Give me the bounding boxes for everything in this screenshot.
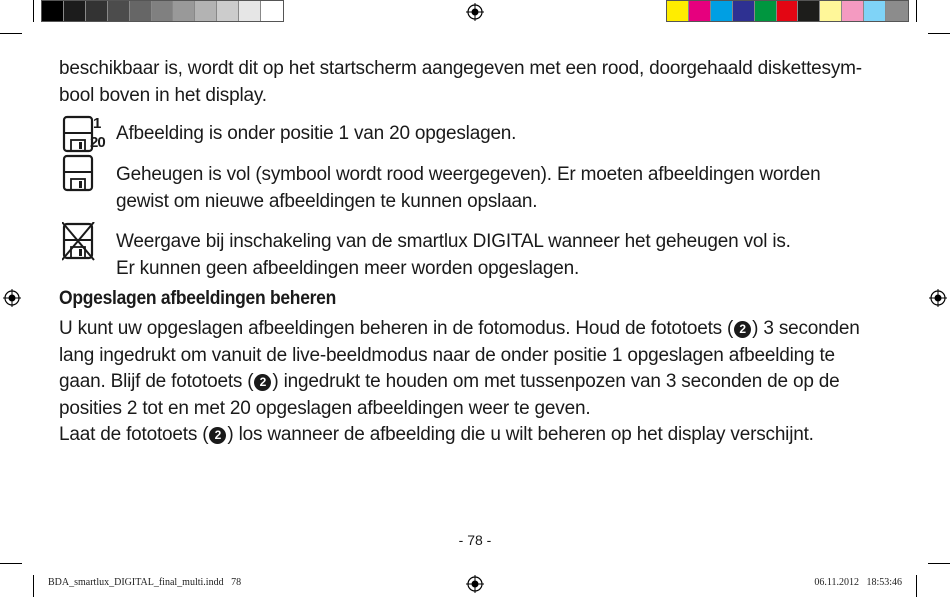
photo-key-number-icon: 2: [254, 374, 271, 391]
crop-mark: [916, 0, 917, 22]
body-text: ) ingedrukt te houden om met tussenpozen van 3 seconden de op de: [272, 371, 840, 393]
registration-mark-icon: [3, 289, 21, 307]
photo-key-number-icon: 2: [209, 427, 226, 444]
color-swatch: [798, 1, 820, 21]
color-swatch: [820, 1, 842, 21]
intro-line: bool boven in het display.: [59, 84, 267, 106]
color-swatch: [842, 1, 864, 21]
icon-item-text: Weergave bij inschakeling van de smartlux DIGITAL wanneer het geheugen vol is.: [116, 231, 791, 252]
footer-file-info: BDA_smartlux_DIGITAL_final_multi.indd 78: [48, 577, 242, 588]
color-swatch: [108, 1, 130, 21]
body-text: gaan. Blijf de fototoets (: [59, 371, 254, 393]
color-swatch: [733, 1, 755, 21]
color-swatch: [86, 1, 108, 21]
body-line: [59, 422, 814, 449]
position-badge-top: 1: [93, 115, 102, 132]
color-swatch: [173, 1, 195, 21]
crop-mark: [33, 575, 34, 597]
crop-mark: [0, 563, 22, 564]
color-swatch: [864, 1, 886, 21]
floppy-disk-crossed-icon: [62, 222, 96, 262]
color-swatch: [711, 1, 733, 21]
position-badge-bottom: 20: [90, 134, 105, 151]
section-heading: Opgeslagen afbeeldingen beheren: [59, 288, 337, 309]
body-line: [59, 316, 860, 343]
photo-key-number-icon: 2: [734, 321, 751, 338]
grayscale-color-bar: [41, 0, 284, 22]
body-text: U kunt uw opgeslagen afbeeldingen beheren in de fotomodus. Houd de fototoets (: [59, 318, 734, 339]
icon-item-text: Afbeelding is onder positie 1 van 20 opgeslagen.: [116, 123, 517, 144]
crop-mark: [0, 33, 22, 34]
icon-item-text: Geheugen is vol (symbool wordt rood weergegeven). Er moeten afbeeldingen worden: [116, 164, 821, 185]
icon-item-text: gewist om nieuwe afbeeldingen te kunnen opslaan.: [116, 190, 538, 212]
registration-mark-icon: [929, 289, 947, 307]
crop-mark: [928, 563, 950, 564]
registration-mark-icon: [466, 3, 484, 21]
intro-line: beschikbaar is, wordt dit op het startscherm aangegeven met een rood, doorgehaald diskettesym-: [59, 58, 862, 79]
body-line: [59, 369, 840, 396]
color-swatch: [886, 1, 908, 21]
color-swatch: [667, 1, 689, 21]
crop-mark: [33, 0, 34, 22]
process-color-bar: [666, 0, 909, 22]
footer-timestamp: 06.11.2012 18:53:46: [814, 577, 902, 588]
icon-item-text: Er kunnen geen afbeeldingen meer worden opgeslagen.: [116, 257, 580, 279]
color-swatch: [239, 1, 261, 21]
body-text: Laat de fototoets (: [59, 424, 209, 446]
color-swatch: [130, 1, 152, 21]
color-swatch: [261, 1, 283, 21]
color-swatch: [755, 1, 777, 21]
crop-mark: [916, 575, 917, 597]
color-swatch: [689, 1, 711, 21]
color-swatch: [217, 1, 239, 21]
color-swatch: [195, 1, 217, 21]
color-swatch: [64, 1, 86, 21]
floppy-disk-full-icon: [62, 154, 96, 194]
body-text: ) los wanneer de afbeelding die u wilt beheren op het display verschijnt.: [227, 424, 814, 446]
crop-mark: [928, 33, 950, 34]
page-number: - 78 -: [458, 532, 492, 548]
body-line: lang ingedrukt om vanuit de live-beeldmodus naar de onder positie 1 opgeslagen afbeelding te: [59, 344, 835, 366]
color-swatch: [777, 1, 799, 21]
body-line: posities 2 tot en met 20 opgeslagen afbeeldingen weer te geven.: [59, 397, 591, 419]
body-text: ) 3 seconden: [752, 318, 860, 339]
registration-mark-icon: [466, 575, 484, 593]
color-swatch: [42, 1, 64, 21]
color-swatch: [152, 1, 174, 21]
